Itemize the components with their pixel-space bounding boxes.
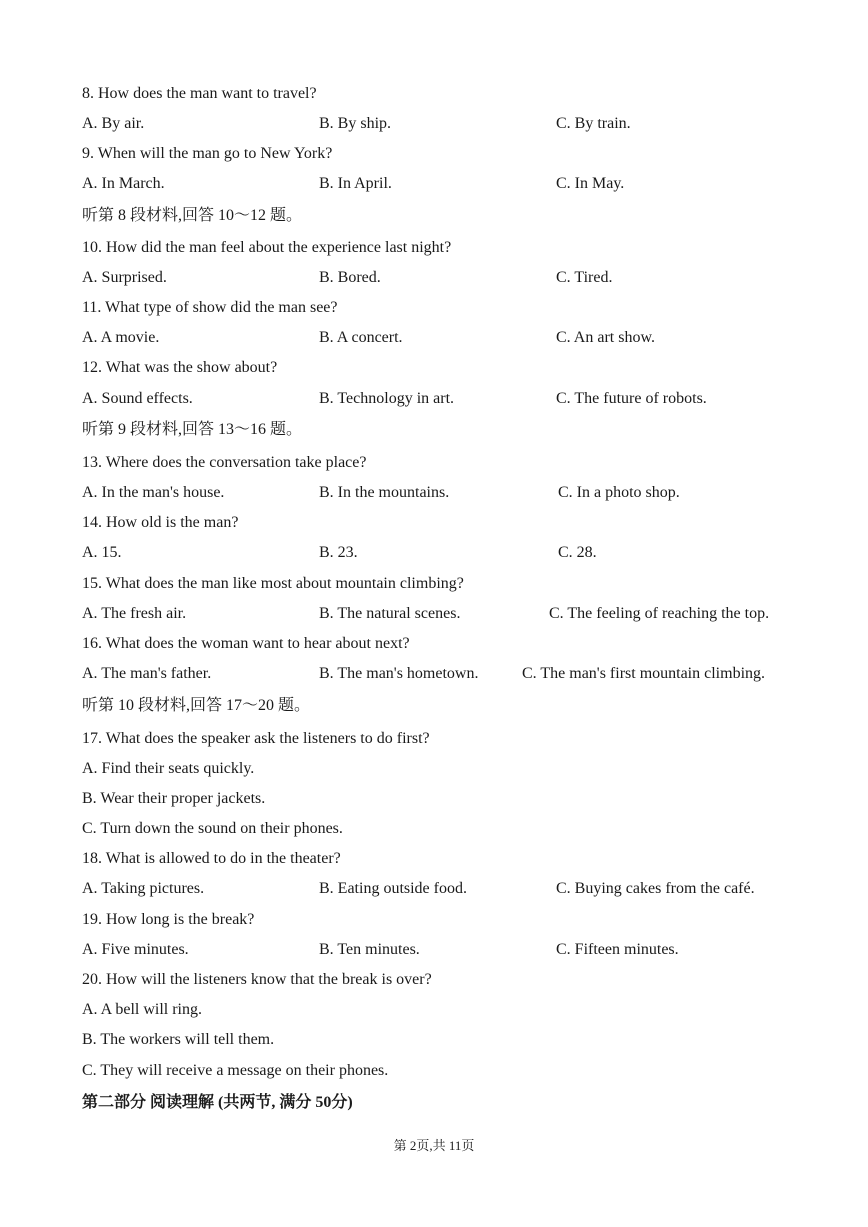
option-15a: A. The fresh air. [82, 605, 187, 622]
question-18: 18. What is allowed to do in the theater? [82, 850, 341, 867]
option-19a: A. Five minutes. [82, 941, 189, 958]
option-17a: A. Find their seats quickly. [82, 760, 255, 777]
option-9c: C. In May. [556, 175, 625, 192]
option-14b: B. 23. [319, 544, 358, 561]
question-11: 11. What type of show did the man see? [82, 299, 338, 316]
question-15: 15. What does the man like most about mountain climbing? [82, 575, 464, 592]
question-20: 20. How will the listeners know that the break is over? [82, 971, 432, 988]
option-15c: C. The feeling of reaching the top. [549, 605, 770, 622]
option-20a: A. A bell will ring. [82, 1001, 202, 1018]
option-13b: B. In the mountains. [319, 484, 450, 501]
option-13a: A. In the man's house. [82, 484, 225, 501]
option-12b: B. Technology in art. [319, 390, 455, 407]
option-13c: C. In a photo shop. [558, 484, 680, 501]
question-19: 19. How long is the break? [82, 911, 255, 928]
option-18c: C. Buying cakes from the café. [556, 880, 755, 897]
option-19c: C. Fifteen minutes. [556, 941, 679, 958]
question-17: 17. What does the speaker ask the listeners to do first? [82, 730, 430, 747]
question-16: 16. What does the woman want to hear about next? [82, 635, 410, 652]
option-11b: B. A concert. [319, 329, 403, 346]
option-11a: A. A movie. [82, 329, 160, 346]
option-8b: B. By ship. [319, 115, 392, 132]
option-10b: B. Bored. [319, 269, 381, 286]
instruction-material-8: 听第 8 段材料,回答 10～12 题。 [82, 207, 303, 224]
question-13: 13. Where does the conversation take place? [82, 454, 367, 471]
option-12a: A. Sound effects. [82, 390, 193, 407]
option-11c: C. An art show. [556, 329, 655, 346]
option-18b: B. Eating outside food. [319, 880, 467, 897]
option-16b: B. The man's hometown. [319, 665, 479, 682]
question-10: 10. How did the man feel about the experience last night? [82, 239, 452, 256]
option-15b: B. The natural scenes. [319, 605, 461, 622]
question-8: 8. How does the man want to travel? [82, 85, 317, 102]
option-20c: C. They will receive a message on their phones. [82, 1062, 389, 1079]
option-16a: A. The man's father. [82, 665, 212, 682]
option-20b: B. The workers will tell them. [82, 1031, 275, 1048]
question-9: 9. When will the man go to New York? [82, 145, 333, 162]
option-17c: C. Turn down the sound on their phones. [82, 820, 343, 837]
option-16c: C. The man's first mountain climbing. [522, 665, 766, 682]
option-12c: C. The future of robots. [556, 390, 707, 407]
option-10c: C. Tired. [556, 269, 613, 286]
page-footer: 第 2页,共 11页 [393, 1138, 475, 1153]
option-19b: B. Ten minutes. [319, 941, 420, 958]
option-9a: A. In March. [82, 175, 165, 192]
option-9b: B. In April. [319, 175, 392, 192]
option-14a: A. 15. [82, 544, 122, 561]
question-14: 14. How old is the man? [82, 514, 239, 531]
instruction-material-9: 听第 9 段材料,回答 13～16 题。 [82, 421, 303, 438]
instruction-material-10: 听第 10 段材料,回答 17～20 题。 [82, 697, 311, 714]
option-10a: A. Surprised. [82, 269, 167, 286]
question-12: 12. What was the show about? [82, 359, 278, 376]
section-heading: 第二部分 阅读理解 (共两节, 满分 50分) [82, 1094, 353, 1111]
option-18a: A. Taking pictures. [82, 880, 205, 897]
option-14c: C. 28. [558, 544, 597, 561]
option-17b: B. Wear their proper jackets. [82, 790, 266, 807]
option-8c: C. By train. [556, 115, 631, 132]
option-8a: A. By air. [82, 115, 145, 132]
